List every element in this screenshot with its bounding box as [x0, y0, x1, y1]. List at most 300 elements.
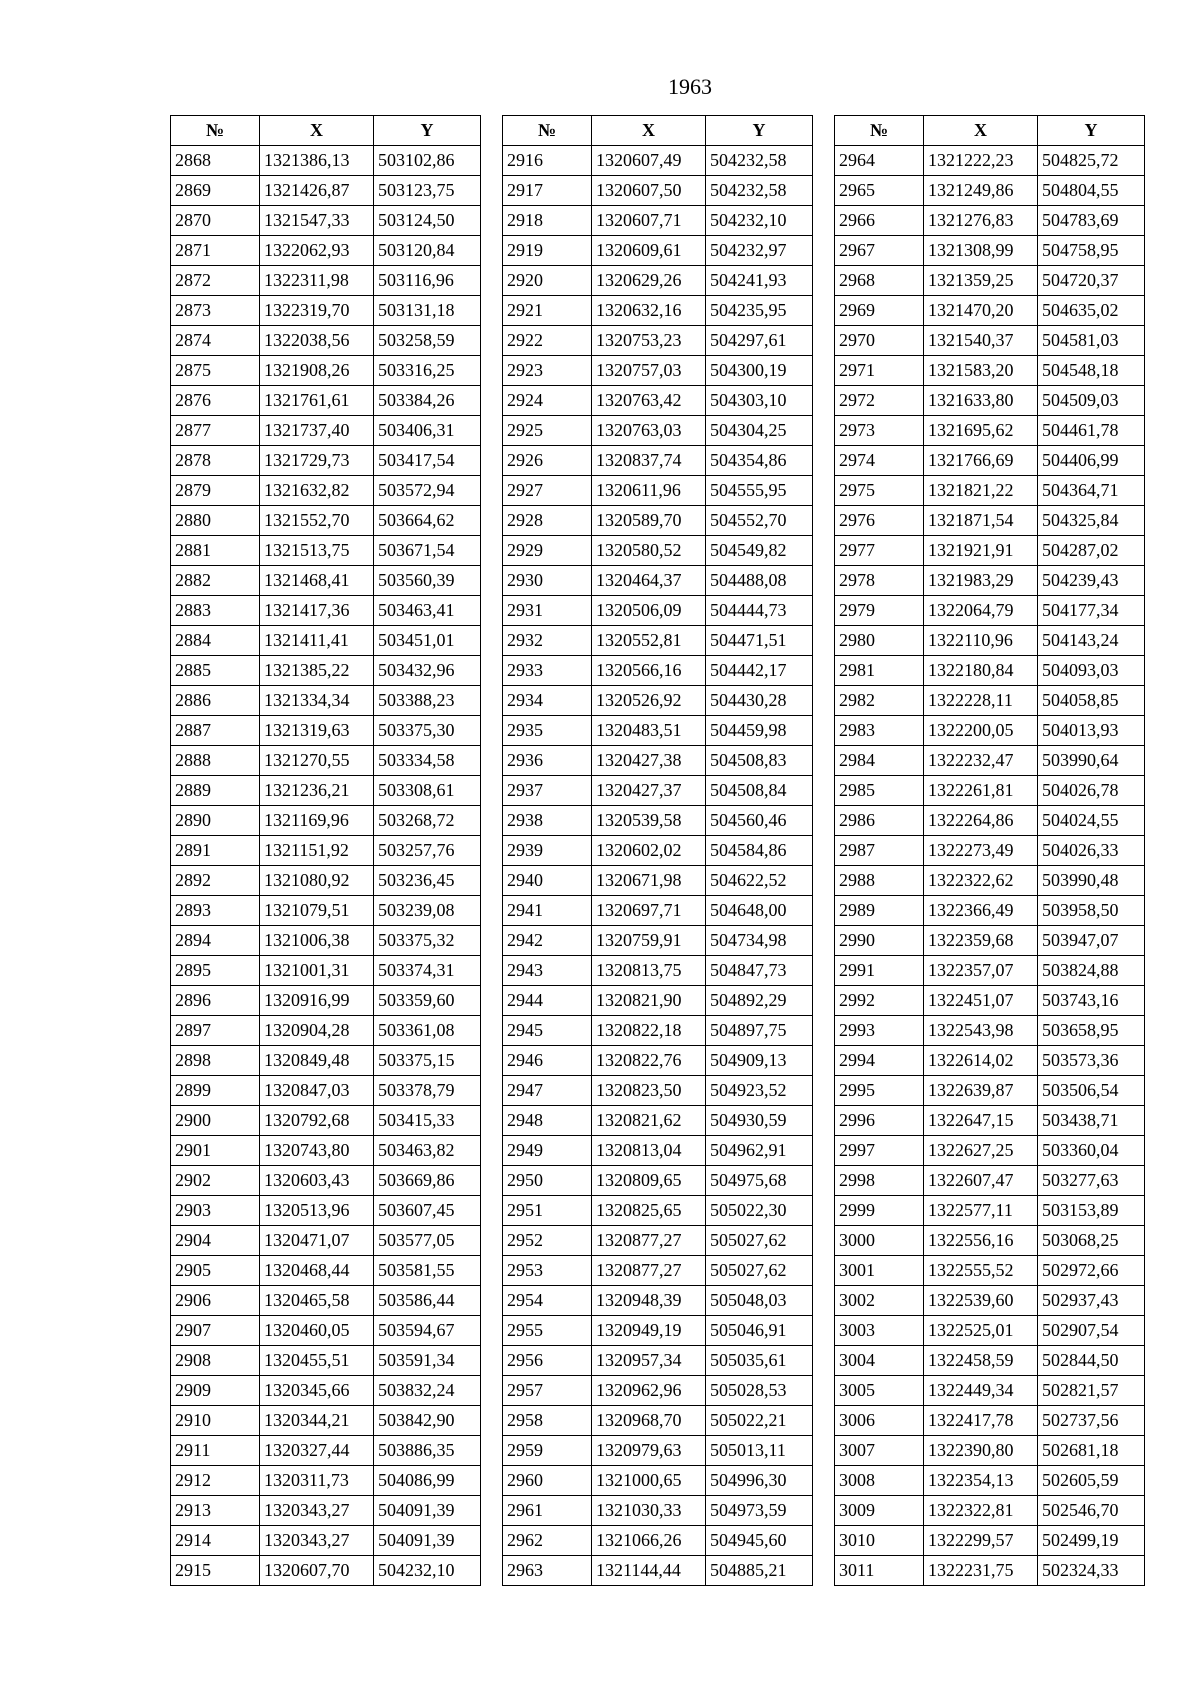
cell-num: 2953 — [503, 1256, 592, 1286]
cell-y: 502499,19 — [1038, 1526, 1145, 1556]
cell-x: 1321151,92 — [260, 836, 374, 866]
header-row — [171, 116, 481, 146]
cell-y: 505027,62 — [706, 1256, 813, 1286]
cell-x: 1320427,38 — [592, 746, 706, 776]
table-row — [835, 1466, 1145, 1496]
cell-x: 1321276,83 — [924, 206, 1038, 236]
cell-num: 2930 — [503, 566, 592, 596]
table-row — [835, 536, 1145, 566]
cell-y: 503068,25 — [1038, 1226, 1145, 1256]
cell-y: 502821,57 — [1038, 1376, 1145, 1406]
table-row — [835, 446, 1145, 476]
cell-x: 1320460,05 — [260, 1316, 374, 1346]
cell-num: 2979 — [835, 596, 924, 626]
cell-x: 1320603,43 — [260, 1166, 374, 1196]
cell-x: 1322064,79 — [924, 596, 1038, 626]
cell-num: 2901 — [171, 1136, 260, 1166]
cell-num: 2939 — [503, 836, 592, 866]
table-row — [503, 236, 813, 266]
cell-x: 1322231,75 — [924, 1556, 1038, 1586]
table-row — [835, 296, 1145, 326]
table-row — [503, 1106, 813, 1136]
cell-num: 2982 — [835, 686, 924, 716]
cell-x: 1322322,62 — [924, 866, 1038, 896]
cell-x: 1322110,96 — [924, 626, 1038, 656]
cell-num: 2913 — [171, 1496, 260, 1526]
cell-num: 2889 — [171, 776, 260, 806]
cell-y: 503388,23 — [374, 686, 481, 716]
cell-x: 1320465,58 — [260, 1286, 374, 1316]
cell-num: 2891 — [171, 836, 260, 866]
table-row — [835, 416, 1145, 446]
cell-x: 1322261,81 — [924, 776, 1038, 806]
cell-x: 1320580,52 — [592, 536, 706, 566]
cell-x: 1321079,51 — [260, 896, 374, 926]
cell-x: 1322555,52 — [924, 1256, 1038, 1286]
cell-y: 504459,98 — [706, 716, 813, 746]
cell-x: 1320526,92 — [592, 686, 706, 716]
cell-x: 1321761,61 — [260, 386, 374, 416]
table-row — [171, 896, 481, 926]
table-row — [503, 146, 813, 176]
cell-y: 504930,59 — [706, 1106, 813, 1136]
cell-x: 1320345,66 — [260, 1376, 374, 1406]
cell-x: 1322299,57 — [924, 1526, 1038, 1556]
cell-y: 504975,68 — [706, 1166, 813, 1196]
cell-x: 1321552,70 — [260, 506, 374, 536]
table-row — [503, 836, 813, 866]
cell-y: 503572,94 — [374, 476, 481, 506]
cell-y: 503438,71 — [1038, 1106, 1145, 1136]
cell-y: 504622,52 — [706, 866, 813, 896]
table-row — [503, 1526, 813, 1556]
cell-x: 1321540,37 — [924, 326, 1038, 356]
cell-num: 2955 — [503, 1316, 592, 1346]
cell-x: 1320552,81 — [592, 626, 706, 656]
cell-num: 2945 — [503, 1016, 592, 1046]
cell-x: 1322525,01 — [924, 1316, 1038, 1346]
cell-x: 1322390,80 — [924, 1436, 1038, 1466]
cell-x: 1322273,49 — [924, 836, 1038, 866]
cell-y: 504297,61 — [706, 326, 813, 356]
cell-y: 504177,34 — [1038, 596, 1145, 626]
cell-num: 2976 — [835, 506, 924, 536]
cell-x: 1320311,73 — [260, 1466, 374, 1496]
cell-num: 2894 — [171, 926, 260, 956]
cell-num: 2872 — [171, 266, 260, 296]
cell-y: 504461,78 — [1038, 416, 1145, 446]
cell-x: 1320607,71 — [592, 206, 706, 236]
cell-num: 2958 — [503, 1406, 592, 1436]
table-row — [835, 1106, 1145, 1136]
cell-num: 2871 — [171, 236, 260, 266]
cell-num: 2934 — [503, 686, 592, 716]
cell-x: 1320327,44 — [260, 1436, 374, 1466]
table-row — [171, 1046, 481, 1076]
cell-num: 2954 — [503, 1286, 592, 1316]
cell-num: 2879 — [171, 476, 260, 506]
cell-y: 504471,51 — [706, 626, 813, 656]
cell-y: 504235,95 — [706, 296, 813, 326]
cell-num: 2929 — [503, 536, 592, 566]
cell-x: 1322357,07 — [924, 956, 1038, 986]
cell-x: 1321319,63 — [260, 716, 374, 746]
cell-x: 1320471,07 — [260, 1226, 374, 1256]
cell-x: 1321921,91 — [924, 536, 1038, 566]
cell-x: 1320611,96 — [592, 476, 706, 506]
cell-num: 2981 — [835, 656, 924, 686]
cell-y: 503577,05 — [374, 1226, 481, 1256]
cell-num: 2916 — [503, 146, 592, 176]
cell-y: 504093,03 — [1038, 656, 1145, 686]
table-row — [835, 476, 1145, 506]
cell-y: 504442,17 — [706, 656, 813, 686]
cell-x: 1322449,34 — [924, 1376, 1038, 1406]
cell-y: 504847,73 — [706, 956, 813, 986]
table-row — [503, 1346, 813, 1376]
cell-num: 2972 — [835, 386, 924, 416]
table-row — [503, 296, 813, 326]
table-row — [503, 656, 813, 686]
cell-y: 503586,44 — [374, 1286, 481, 1316]
cell-y: 503406,31 — [374, 416, 481, 446]
cell-x: 1321583,20 — [924, 356, 1038, 386]
cell-y: 503415,33 — [374, 1106, 481, 1136]
cell-x: 1321080,92 — [260, 866, 374, 896]
cell-num: 2951 — [503, 1196, 592, 1226]
cell-y: 504720,37 — [1038, 266, 1145, 296]
table-row — [835, 866, 1145, 896]
cell-x: 1321468,41 — [260, 566, 374, 596]
cell-num: 2999 — [835, 1196, 924, 1226]
coordinate-table-3 — [834, 115, 1145, 1586]
cell-y: 503591,34 — [374, 1346, 481, 1376]
table-row — [171, 1316, 481, 1346]
table-row — [835, 626, 1145, 656]
cell-num: 2964 — [835, 146, 924, 176]
cell-x: 1322614,02 — [924, 1046, 1038, 1076]
cell-x: 1320821,90 — [592, 986, 706, 1016]
cell-y: 503131,18 — [374, 296, 481, 326]
table-row — [835, 206, 1145, 236]
cell-x: 1322062,93 — [260, 236, 374, 266]
cell-x: 1322543,98 — [924, 1016, 1038, 1046]
cell-num: 2946 — [503, 1046, 592, 1076]
table-row — [503, 506, 813, 536]
header-row — [503, 116, 813, 146]
table-row — [503, 1316, 813, 1346]
cell-x: 1321513,75 — [260, 536, 374, 566]
table-row — [171, 716, 481, 746]
table-row — [171, 416, 481, 446]
cell-y: 503842,90 — [374, 1406, 481, 1436]
cell-num: 2909 — [171, 1376, 260, 1406]
cell-x: 1321270,55 — [260, 746, 374, 776]
cell-num: 2994 — [835, 1046, 924, 1076]
cell-num: 2995 — [835, 1076, 924, 1106]
cell-y: 505027,62 — [706, 1226, 813, 1256]
cell-num: 3006 — [835, 1406, 924, 1436]
cell-x: 1320849,48 — [260, 1046, 374, 1076]
cell-num: 2992 — [835, 986, 924, 1016]
table-row — [503, 476, 813, 506]
table-row — [835, 656, 1145, 686]
table-row — [171, 476, 481, 506]
cell-x: 1322539,60 — [924, 1286, 1038, 1316]
cell-y: 504287,02 — [1038, 536, 1145, 566]
cell-num: 2906 — [171, 1286, 260, 1316]
cell-num: 2971 — [835, 356, 924, 386]
cell-x: 1320957,34 — [592, 1346, 706, 1376]
cell-num: 2944 — [503, 986, 592, 1016]
cell-y: 503378,79 — [374, 1076, 481, 1106]
cell-y: 504232,58 — [706, 176, 813, 206]
table-row — [835, 1526, 1145, 1556]
cell-num: 2886 — [171, 686, 260, 716]
cell-x: 1322264,86 — [924, 806, 1038, 836]
cell-x: 1322354,13 — [924, 1466, 1038, 1496]
cell-num: 2997 — [835, 1136, 924, 1166]
cell-y: 503102,86 — [374, 146, 481, 176]
cell-y: 504241,93 — [706, 266, 813, 296]
cell-num: 2986 — [835, 806, 924, 836]
cell-y: 505048,03 — [706, 1286, 813, 1316]
table-row — [171, 1196, 481, 1226]
cell-y: 505022,30 — [706, 1196, 813, 1226]
cell-y: 504026,33 — [1038, 836, 1145, 866]
table-row — [835, 896, 1145, 926]
cell-y: 504325,84 — [1038, 506, 1145, 536]
cell-num: 2977 — [835, 536, 924, 566]
table-row — [503, 1466, 813, 1496]
cell-y: 504648,00 — [706, 896, 813, 926]
table-row — [171, 1496, 481, 1526]
cell-y: 504973,59 — [706, 1496, 813, 1526]
cell-num: 2874 — [171, 326, 260, 356]
cell-num: 2957 — [503, 1376, 592, 1406]
cell-y: 505028,53 — [706, 1376, 813, 1406]
header-y: Y — [374, 116, 481, 146]
cell-x: 1321222,23 — [924, 146, 1038, 176]
cell-y: 502681,18 — [1038, 1436, 1145, 1466]
cell-y: 504232,97 — [706, 236, 813, 266]
cell-num: 2959 — [503, 1436, 592, 1466]
table-row — [503, 386, 813, 416]
cell-y: 504581,03 — [1038, 326, 1145, 356]
cell-y: 503258,59 — [374, 326, 481, 356]
cell-num: 2907 — [171, 1316, 260, 1346]
cell-y: 503573,36 — [1038, 1046, 1145, 1076]
cell-num: 2912 — [171, 1466, 260, 1496]
cell-y: 503581,55 — [374, 1256, 481, 1286]
table-row — [835, 1376, 1145, 1406]
coordinate-table-2 — [502, 115, 813, 1586]
cell-y: 503268,72 — [374, 806, 481, 836]
cell-x: 1320607,49 — [592, 146, 706, 176]
table-row — [171, 596, 481, 626]
cell-y: 502605,59 — [1038, 1466, 1145, 1496]
cell-y: 504962,91 — [706, 1136, 813, 1166]
cell-x: 1321001,31 — [260, 956, 374, 986]
cell-y: 502844,50 — [1038, 1346, 1145, 1376]
cell-y: 504406,99 — [1038, 446, 1145, 476]
cell-y: 503664,62 — [374, 506, 481, 536]
cell-num: 3000 — [835, 1226, 924, 1256]
cell-x: 1321236,21 — [260, 776, 374, 806]
cell-num: 2993 — [835, 1016, 924, 1046]
cell-x: 1321908,26 — [260, 356, 374, 386]
cell-x: 1320822,76 — [592, 1046, 706, 1076]
cell-num: 2984 — [835, 746, 924, 776]
table-row — [503, 1496, 813, 1526]
cell-x: 1320809,65 — [592, 1166, 706, 1196]
cell-y: 505022,21 — [706, 1406, 813, 1436]
cell-x: 1322359,68 — [924, 926, 1038, 956]
cell-y: 502937,43 — [1038, 1286, 1145, 1316]
cell-x: 1320763,42 — [592, 386, 706, 416]
cell-y: 504909,13 — [706, 1046, 813, 1076]
table-row — [171, 1466, 481, 1496]
cell-num: 2896 — [171, 986, 260, 1016]
cell-x: 1320632,16 — [592, 296, 706, 326]
cell-num: 2902 — [171, 1166, 260, 1196]
cell-x: 1320566,16 — [592, 656, 706, 686]
cell-x: 1321000,65 — [592, 1466, 706, 1496]
table-row — [171, 926, 481, 956]
cell-y: 504232,58 — [706, 146, 813, 176]
table-row — [835, 1166, 1145, 1196]
cell-y: 503359,60 — [374, 986, 481, 1016]
cell-num: 3002 — [835, 1286, 924, 1316]
cell-x: 1321633,80 — [924, 386, 1038, 416]
cell-x: 1322322,81 — [924, 1496, 1038, 1526]
cell-num: 2967 — [835, 236, 924, 266]
cell-y: 504758,95 — [1038, 236, 1145, 266]
table-row — [503, 1076, 813, 1106]
table-row — [835, 176, 1145, 206]
table-row — [171, 356, 481, 386]
cell-y: 503120,84 — [374, 236, 481, 266]
table-row — [171, 956, 481, 986]
cell-y: 503506,54 — [1038, 1076, 1145, 1106]
cell-y: 503607,45 — [374, 1196, 481, 1226]
cell-num: 2925 — [503, 416, 592, 446]
table-row — [171, 836, 481, 866]
cell-num: 2962 — [503, 1526, 592, 1556]
table-row — [835, 986, 1145, 1016]
cell-y: 504509,03 — [1038, 386, 1145, 416]
cell-y: 503463,41 — [374, 596, 481, 626]
header-x: X — [592, 116, 706, 146]
header-num: № — [835, 116, 924, 146]
cell-x: 1320757,03 — [592, 356, 706, 386]
cell-num: 2983 — [835, 716, 924, 746]
table-row — [171, 296, 481, 326]
cell-num: 2932 — [503, 626, 592, 656]
cell-num: 2938 — [503, 806, 592, 836]
cell-y: 504734,98 — [706, 926, 813, 956]
cell-y: 504444,73 — [706, 596, 813, 626]
cell-num: 2897 — [171, 1016, 260, 1046]
table-row — [835, 1436, 1145, 1466]
cell-x: 1320743,80 — [260, 1136, 374, 1166]
cell-x: 1320813,04 — [592, 1136, 706, 1166]
cell-num: 2908 — [171, 1346, 260, 1376]
table-row — [171, 326, 481, 356]
cell-num: 2927 — [503, 476, 592, 506]
cell-y: 504996,30 — [706, 1466, 813, 1496]
cell-y: 503990,64 — [1038, 746, 1145, 776]
cell-y: 503958,50 — [1038, 896, 1145, 926]
cell-x: 1320671,98 — [592, 866, 706, 896]
page-number: 1963 — [668, 74, 712, 99]
cell-y: 504364,71 — [1038, 476, 1145, 506]
table-row — [171, 386, 481, 416]
cell-y: 504430,28 — [706, 686, 813, 716]
cell-num: 2926 — [503, 446, 592, 476]
cell-y: 503384,26 — [374, 386, 481, 416]
cell-y: 504488,08 — [706, 566, 813, 596]
cell-y: 503560,39 — [374, 566, 481, 596]
cell-num: 2881 — [171, 536, 260, 566]
cell-x: 1320962,96 — [592, 1376, 706, 1406]
cell-y: 503116,96 — [374, 266, 481, 296]
cell-y: 502737,56 — [1038, 1406, 1145, 1436]
table-row — [171, 206, 481, 236]
table-row — [171, 266, 481, 296]
table-row — [171, 986, 481, 1016]
cell-x: 1320837,74 — [592, 446, 706, 476]
table-row — [835, 266, 1145, 296]
cell-x: 1320506,09 — [592, 596, 706, 626]
cell-y: 503316,25 — [374, 356, 481, 386]
cell-y: 504897,75 — [706, 1016, 813, 1046]
cell-num: 2910 — [171, 1406, 260, 1436]
cell-x: 1320904,28 — [260, 1016, 374, 1046]
cell-y: 504804,55 — [1038, 176, 1145, 206]
cell-num: 2900 — [171, 1106, 260, 1136]
cell-y: 503432,96 — [374, 656, 481, 686]
cell-num: 2911 — [171, 1436, 260, 1466]
table-row — [835, 506, 1145, 536]
cell-y: 504552,70 — [706, 506, 813, 536]
coordinate-tables — [170, 115, 1145, 1586]
table-row — [835, 926, 1145, 956]
cell-x: 1320821,62 — [592, 1106, 706, 1136]
table-row — [171, 506, 481, 536]
cell-y: 503153,89 — [1038, 1196, 1145, 1226]
cell-y: 503990,48 — [1038, 866, 1145, 896]
cell-y: 502972,66 — [1038, 1256, 1145, 1286]
cell-y: 504508,84 — [706, 776, 813, 806]
table-row — [503, 176, 813, 206]
table-row — [171, 1526, 481, 1556]
table-row — [171, 626, 481, 656]
cell-y: 504143,24 — [1038, 626, 1145, 656]
cell-y: 504239,43 — [1038, 566, 1145, 596]
cell-x: 1320792,68 — [260, 1106, 374, 1136]
cell-x: 1322639,87 — [924, 1076, 1038, 1106]
table-row — [835, 686, 1145, 716]
cell-y: 504058,85 — [1038, 686, 1145, 716]
cell-x: 1321470,20 — [924, 296, 1038, 326]
table-row — [171, 1166, 481, 1196]
cell-y: 503375,30 — [374, 716, 481, 746]
cell-y: 504825,72 — [1038, 146, 1145, 176]
cell-x: 1320823,50 — [592, 1076, 706, 1106]
cell-x: 1320589,70 — [592, 506, 706, 536]
cell-num: 2880 — [171, 506, 260, 536]
